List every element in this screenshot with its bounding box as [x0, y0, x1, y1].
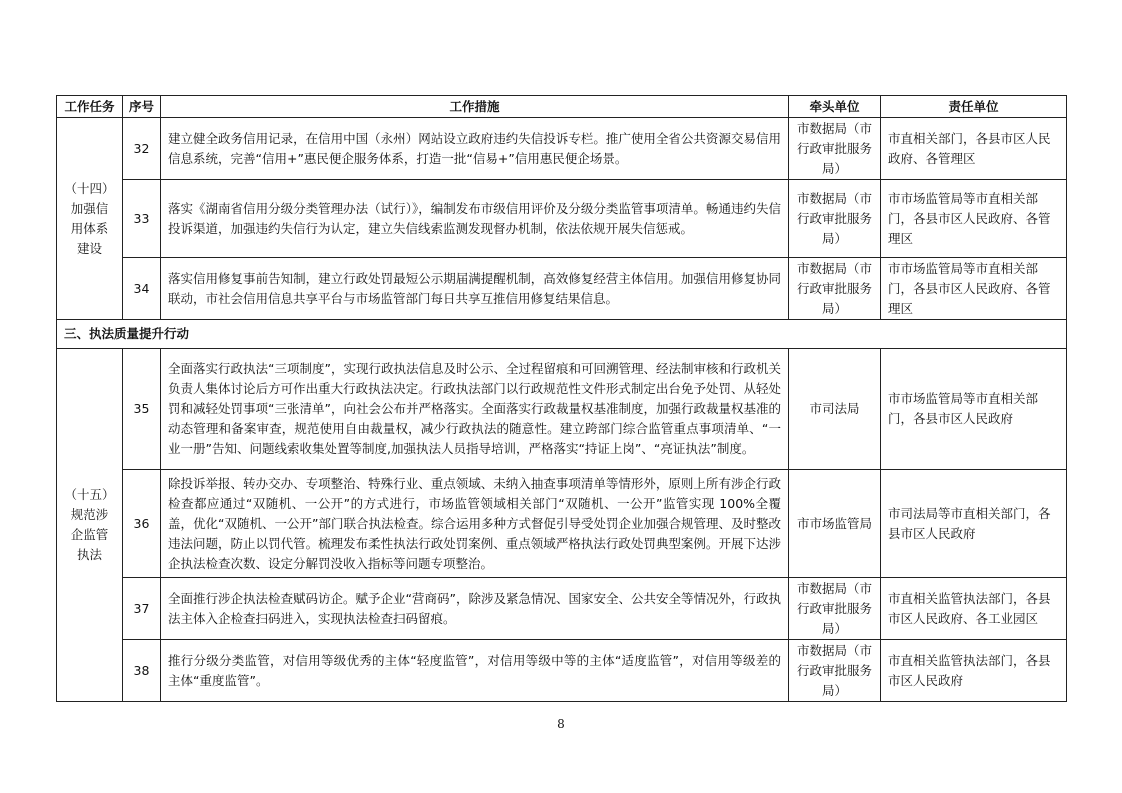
task-label: （十五） 规范涉 企监管 执法 — [64, 487, 115, 562]
row-number: 37 — [123, 578, 161, 640]
task-cell — [57, 349, 123, 702]
measure-text: 建立健全政务信用记录，在信用中国（永州）网站设立政府违约失信投诉专栏。推广使用全省公共资源交易信用信息系统，完善“信用+”惠民便企服务体系，打造一批“信易+”信用惠民便企场景。 — [161, 118, 789, 180]
responsible-unit: 市直相关部门，各县市区人民政府、各管理区 — [881, 118, 1067, 180]
lead-unit: 市司法局 — [789, 349, 881, 470]
lead-unit: 市数据局（市行政审批服务局） — [789, 578, 881, 640]
table-row — [57, 349, 1067, 470]
header-responsible-unit: 责任单位 — [881, 96, 1067, 118]
table-row — [57, 180, 1067, 258]
row-number: 33 — [123, 180, 161, 258]
measure-text: 全面推行涉企执法检查赋码访企。赋予企业“营商码”，除涉及紧急情况、国家安全、公共安全等情况外，行政执法主体入企检查扫码进入，实现执法检查扫码留痕。 — [161, 578, 789, 640]
table-row — [57, 258, 1067, 320]
header-task: 工作任务 — [57, 96, 123, 118]
section-row — [57, 320, 1067, 349]
measures-table — [56, 95, 1067, 702]
table-row — [57, 470, 1067, 578]
row-number: 36 — [123, 470, 161, 578]
row-number: 32 — [123, 118, 161, 180]
lead-unit: 市数据局（市行政审批服务局） — [789, 640, 881, 702]
responsible-unit: 市直相关监管执法部门，各县市区人民政府 — [881, 640, 1067, 702]
row-number: 35 — [123, 349, 161, 470]
header-number: 序号 — [123, 96, 161, 118]
table-row — [57, 118, 1067, 180]
lead-unit: 市数据局（市行政审批服务局） — [789, 258, 881, 320]
responsible-unit: 市市场监管局等市直相关部门，各县市区人民政府 — [881, 349, 1067, 470]
header-row — [57, 96, 1067, 118]
task-cell — [57, 118, 123, 320]
row-number: 34 — [123, 258, 161, 320]
header-measure: 工作措施 — [161, 96, 789, 118]
measure-text: 落实信用修复事前告知制，建立行政处罚最短公示期届满提醒机制，高效修复经营主体信用。加强信用修复协同联动，市社会信用信息共享平台与市场监管部门每日共享互推信用修复结果信息。 — [161, 258, 789, 320]
task-label: （十四） 加强信 用体系 建设 — [64, 180, 115, 256]
lead-unit: 市数据局（市行政审批服务局） — [789, 118, 881, 180]
lead-unit: 市数据局（市行政审批服务局） — [789, 180, 881, 258]
section-heading: 三、执法质量提升行动 — [57, 320, 1067, 349]
page-number: 8 — [557, 717, 565, 731]
table-row — [57, 578, 1067, 640]
table-row — [57, 640, 1067, 702]
responsible-unit: 市直相关监管执法部门，各县市区人民政府、各工业园区 — [881, 578, 1067, 640]
measure-text: 推行分级分类监管，对信用等级优秀的主体“轻度监管”，对信用等级中等的主体“适度监管”，对信用等级差的主体“重度监管”。 — [161, 640, 789, 702]
responsible-unit: 市市场监管局等市直相关部门，各县市区人民政府、各管理区 — [881, 258, 1067, 320]
responsible-unit: 市市场监管局等市直相关部门，各县市区人民政府、各管理区 — [881, 180, 1067, 258]
responsible-unit: 市司法局等市直相关部门，各县市区人民政府 — [881, 470, 1067, 578]
measure-text: 落实《湖南省信用分级分类管理办法（试行）》，编制发布市级信用评价及分级分类监管事项清单。畅通违约失信投诉渠道，加强违约失信行为认定，建立失信线索监测发现督办机制，依法依规开展失信惩戒。 — [161, 180, 789, 258]
row-number: 38 — [123, 640, 161, 702]
measure-text: 全面落实行政执法“三项制度”，实现行政执法信息及时公示、全过程留痕和可回溯管理、经法制审核和行政机关负责人集体讨论后方可作出重大行政执法决定。行政执法部门以行政规范性文件形式制定出台免予处罚、从轻处罚和减轻处罚事项“三张清单”，向社会公布并严格落实。全面落实行政裁量权基准制度，加强行政裁量权基准的动态管理和备案审查，规范使用自由裁量权，减少行政执法的随意性。建立跨部门综合监管重点事项清单、“一业一册”告知、问题线索收集处置等制度,加强执法人员指导培训，严格落实“持证上岗”、“亮证执法”制度。 — [161, 349, 789, 470]
lead-unit: 市市场监管局 — [789, 470, 881, 578]
header-lead-unit: 牵头单位 — [789, 96, 881, 118]
measure-text: 除投诉举报、转办交办、专项整治、特殊行业、重点领域、未纳入抽查事项清单等情形外，原则上所有涉企行政检查都应通过“双随机、一公开”的方式进行，市场监管领域相关部门“双随机、一公开”监管实现 100%全覆盖，优化“双随机、一公开”部门联合执法检查。综合运用多种方式督促引导受处罚企业加强合规管理、及时整改违法问题，防止以罚代管。梳理发布柔性执法行政处罚案例、重点领域严格执法行政处罚典型案例。开展下达涉企执法检查次数、设定分解罚没收入指标等问题专项整治。 — [161, 470, 789, 578]
